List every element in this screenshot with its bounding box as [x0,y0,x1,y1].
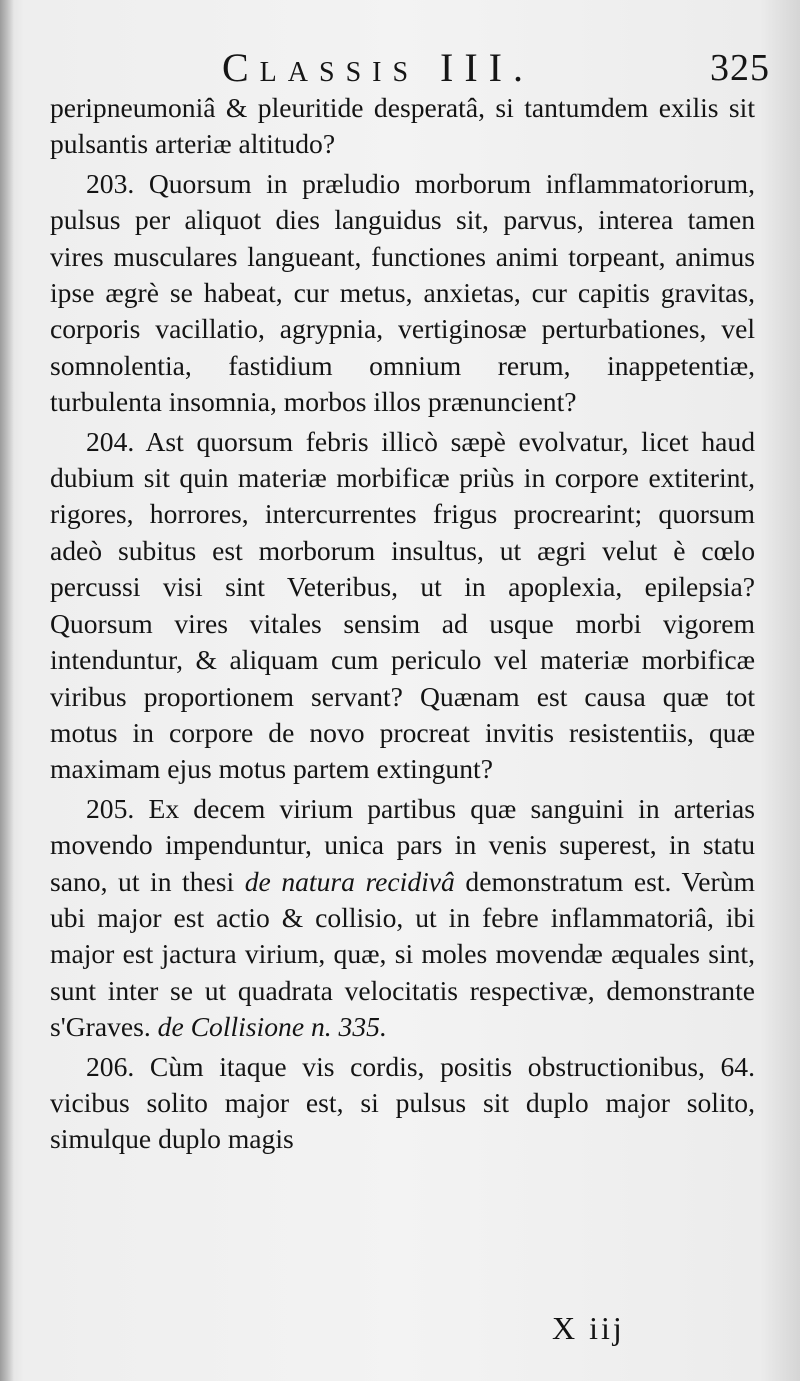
paragraph-205-start: 205. Ex decem virium partibus quæ sanguini in arterias movendo impenduntur, unica pars in venis superest, in statu sano, ut in thesi [50,792,755,897]
body-text [50,90,755,1158]
citation-de-collisione: de Collisione n. 335. [157,1011,387,1043]
signature-mark: X iij [552,1310,625,1346]
gutter-shadow [0,0,14,1381]
paragraph-continued: peripneumoniâ & pleuritide desperatâ, si tantumdem exilis sit pulsantis arteriæ altitudo? [50,92,755,160]
running-head: Classis III. [222,45,535,90]
paragraph-206: 206. Cùm itaque vis cordis, positis obstructionibus, 64. vicibus solito major est, si pulsus sit duplo major solito, simulque duplo magis [50,1050,755,1155]
paragraph-203: 203. Quorsum in præludio morborum inflammatoriorum, pulsus per aliquot dies languidus sit, parvus, interea tamen vires musculares langueant, functiones animi torpeant, animus ipse ægrè se habeat, cur metus, anxietas, cur capitis gravitas, corporis vacillatio, agrypnia, vertiginosæ perturbationes, vel somnolentia, fastidium omnium rerum, inappetentiæ, turbulenta insomnia, morbos illos prænuncient? [50,167,755,418]
paragraph-204: 204. Ast quorsum febris illicò sæpè evolvatur, licet haud dubium sit quin materiæ morbificæ priùs in corpore extiterint, rigores, horrores, intercurrentes frigus procrearint; quorsum adeò subitus est morborum insultus, ut ægri velut è cœlo percussi visi sint Veteribus, ut in apoplexia, epilepsia? Quorsum vires vitales sensim ad usque morbi vigorem intenduntur, & aliquam cum periculo vel materiæ morbificæ viribus proportionem servant? Quænam est causa quæ tot motus in corpore de novo procreat invitis resistentiis, quæ maximam ejus motus partem extingunt? [50,425,755,785]
paragraph-205 [50,791,755,1046]
citation-de-natura-recidiva: de natura recidivâ [244,865,455,897]
paragraph-205-middle: demonstratum est. Verùm ubi major est actio & collisio, ut in febre inflammatoriâ, ibi major est jactura virium, quæ, si moles movendæ æquales sint, sunt inter se ut quadrata velocitatis respectivæ, demonstrante s'Graves. [50,865,756,1043]
page-number: 325 [710,47,770,89]
page-header [222,44,770,94]
